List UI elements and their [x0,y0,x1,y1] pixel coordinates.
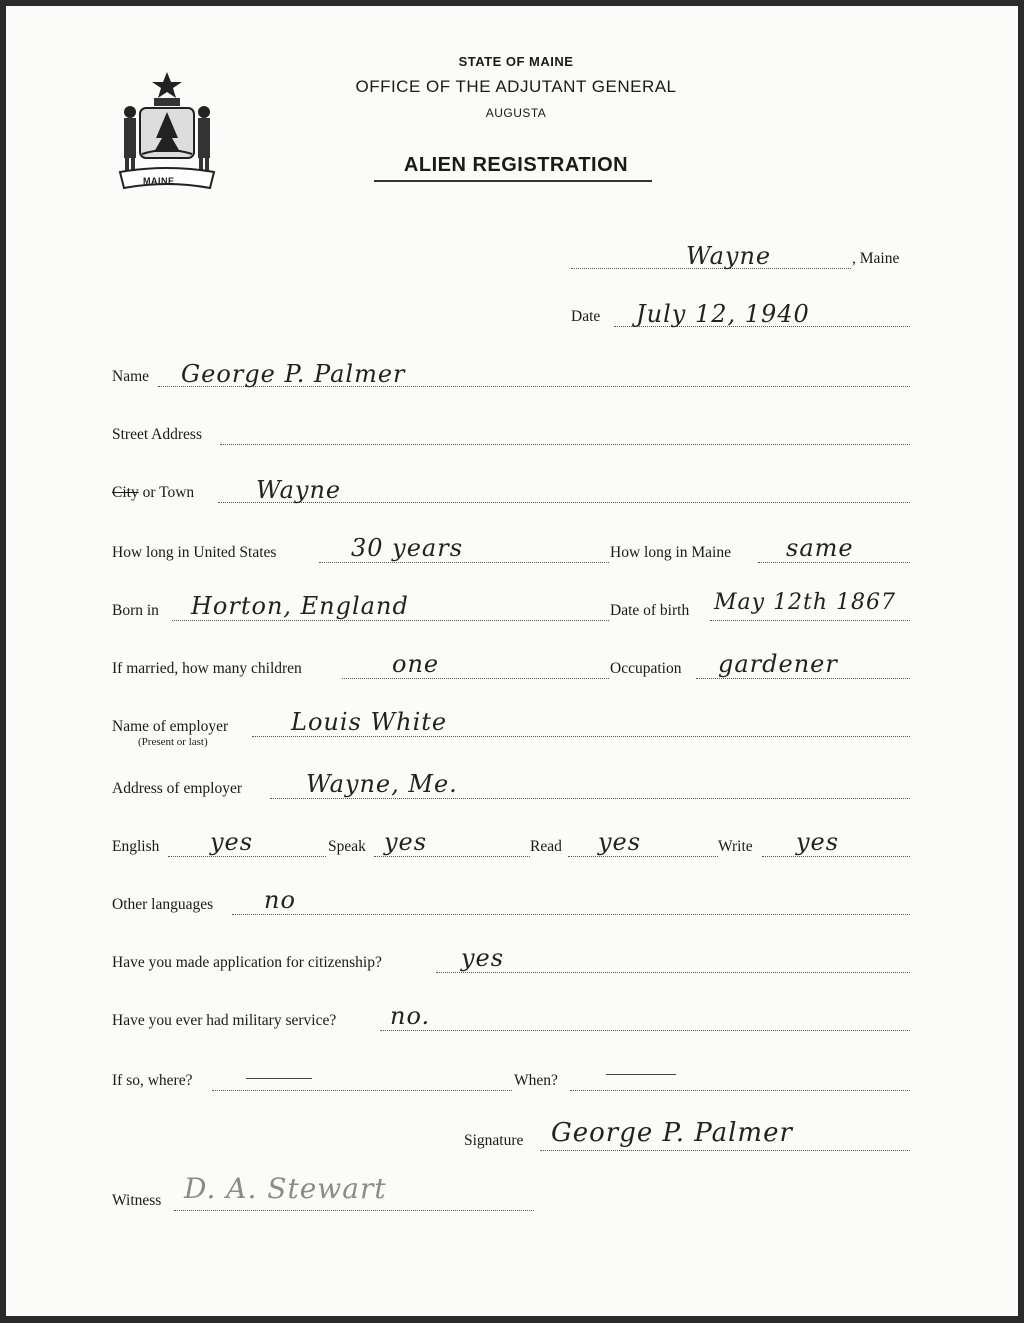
street-dots [220,444,910,445]
how-long-maine-label: How long in Maine [610,544,731,561]
occupation-value: gardener [718,650,838,678]
english-dots [168,856,326,857]
town-label-struck: City [112,484,139,501]
other-languages-label: Other languages [112,896,214,913]
read-value: yes [598,828,642,856]
write-dots [762,856,910,857]
born-in-dots [172,620,609,621]
where-dash [246,1078,312,1079]
city-heading: AUGUSTA [485,106,547,120]
how-long-us-label: How long in United States [112,544,277,561]
other-languages-dots [232,914,910,915]
witness-value: D. A. Stewart [184,1172,387,1205]
employer-sublabel: (Present or last) [138,736,208,748]
seal-banner-text: MAINE [143,176,175,186]
town-label [112,484,194,502]
children-value: one [392,650,440,678]
children-dots [342,678,609,679]
employer-address-label: Address of employer [112,780,242,797]
name-value: George P. Palmer [181,360,406,388]
how-long-us-value: 30 years [351,534,464,562]
where-label: If so, where? [112,1072,193,1089]
speak-value: yes [384,828,428,856]
military-value: no. [390,1002,431,1030]
how-long-maine-value: same [786,534,854,562]
signature-value: George P. Palmer [551,1118,793,1148]
registration-form [6,6,1018,1316]
write-label: Write [718,838,753,855]
date-value: July 12, 1940 [636,300,810,328]
employer-label: Name of employer [112,718,229,735]
other-languages-value: no [264,886,296,914]
speak-dots [374,856,530,857]
speak-label: Speak [328,838,366,855]
read-label: Read [530,838,562,855]
read-dots [568,856,718,857]
date-of-birth-value: May 12th 1867 [714,590,897,615]
when-dash [606,1074,676,1075]
where-dots [212,1090,512,1091]
citizenship-label: Have you made application for citizenship? [112,954,382,971]
employer-address-dots [270,798,910,799]
office-heading: OFFICE OF THE ADJUTANT GENERAL [355,77,677,96]
employer-dots [252,736,910,737]
date-of-birth-dots [710,620,910,621]
town-value: Wayne [256,476,342,504]
children-label: If married, how many children [112,660,302,677]
english-label: English [112,838,160,855]
employer-address-value: Wayne, Me. [306,770,458,798]
employer-value: Louis White [291,708,448,736]
write-value: yes [796,828,840,856]
occupation-dots [696,678,910,679]
how-long-maine-dots [758,562,910,563]
when-dots [570,1090,910,1091]
witness-dots [174,1210,534,1211]
when-label: When? [514,1072,558,1089]
citizenship-value: yes [461,944,505,972]
citizenship-dots [436,972,910,973]
military-dots [380,1030,910,1031]
witness-label: Witness [112,1192,162,1209]
date-label: Date [571,308,601,325]
signature-dots [540,1150,910,1151]
occupation-label: Occupation [610,660,682,677]
place-value: Wayne [686,242,772,270]
title-underline [374,180,652,182]
name-label: Name [112,368,150,385]
date-of-birth-label: Date of birth [610,602,690,619]
signature-label: Signature [464,1132,524,1149]
english-value: yes [210,828,254,856]
town-label-rest: or Town [138,484,195,501]
how-long-us-dots [319,562,609,563]
born-in-label: Born in [112,602,159,619]
place-suffix: , Maine [852,250,900,267]
military-label: Have you ever had military service? [112,1012,337,1029]
street-label: Street Address [112,426,202,443]
born-in-value: Horton, England [191,592,409,620]
state-heading: STATE OF MAINE [458,54,574,69]
form-title: ALIEN REGISTRATION [403,154,629,176]
